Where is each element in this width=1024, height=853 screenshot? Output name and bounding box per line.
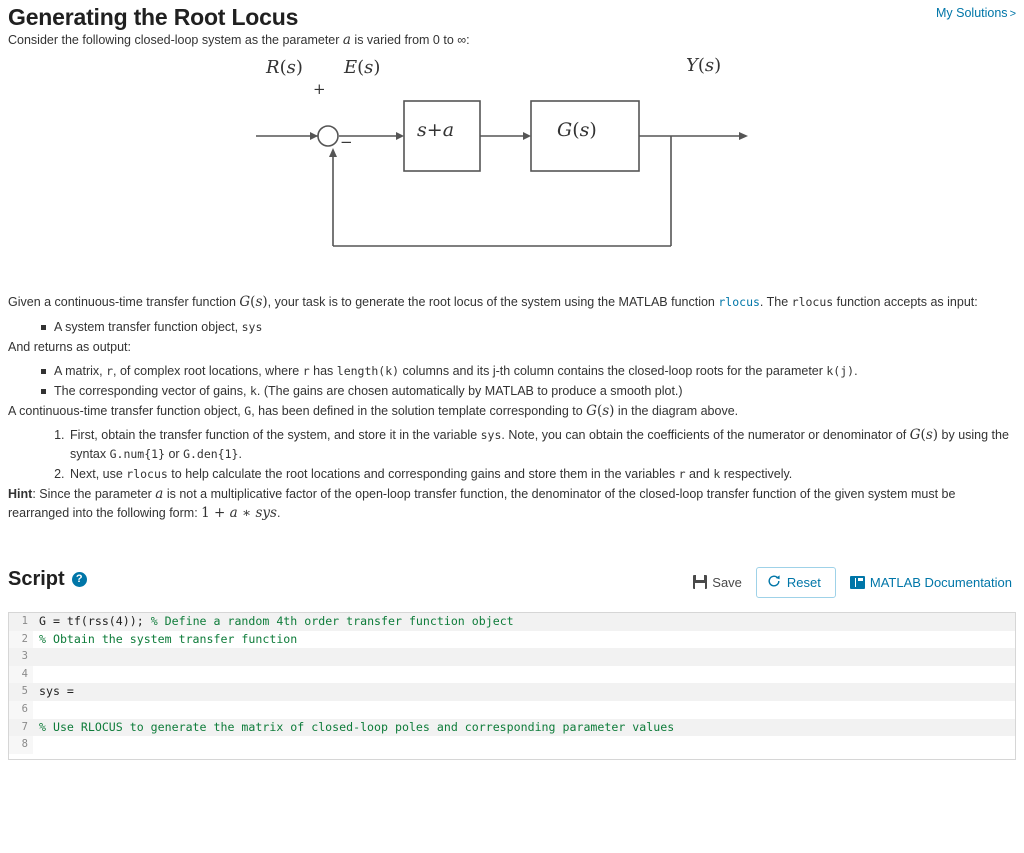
inline-code-sys-2: sys <box>480 428 502 443</box>
help-icon[interactable]: ? <box>72 572 87 587</box>
inline-code-k: k <box>249 383 257 398</box>
diagram-error-label: E(s) <box>344 56 381 78</box>
code-line[interactable] <box>9 683 1015 701</box>
script-toolbar <box>693 567 1012 598</box>
code-line[interactable] <box>9 736 1015 754</box>
text-seg: , has been defined in the solution template corresponding to <box>251 403 587 418</box>
template-paragraph <box>8 402 1016 422</box>
diagram-block-2-label: G(s) <box>557 118 597 141</box>
text-seg: Given a continuous-time transfer function <box>8 294 240 309</box>
intro-param: a <box>342 32 351 48</box>
text-seg: . <box>854 364 858 378</box>
chevron-right-icon: > <box>1009 8 1016 20</box>
matlab-documentation-link[interactable] <box>850 575 1012 590</box>
code-text[interactable] <box>33 613 514 631</box>
inline-code-k-2: k <box>713 467 721 482</box>
text-seg: A matrix, <box>54 364 107 378</box>
text-seg: First, obtain the transfer function of the system, and store it in the variable <box>70 428 481 443</box>
code-line[interactable] <box>9 701 1015 719</box>
list-item <box>54 318 1016 337</box>
code-segment: % Use RLOCUS to generate the matrix of closed-loop poles and corresponding parameter values <box>39 719 675 734</box>
code-segment: % Define a random 4th order transfer function object <box>150 613 514 628</box>
code-line[interactable] <box>9 719 1015 737</box>
list-item <box>68 425 1016 464</box>
code-text[interactable] <box>33 719 674 737</box>
code-text[interactable] <box>33 631 297 649</box>
hint-param: a <box>155 485 164 502</box>
inline-code-gden: G.den{1} <box>183 447 239 462</box>
line-number: 4 <box>9 666 33 684</box>
diagram-output-label: Y(s) <box>686 54 722 76</box>
text-seg: . The <box>759 294 792 309</box>
line-number: 2 <box>9 631 33 649</box>
inline-code-G: G <box>244 403 252 418</box>
code-segment: % Obtain the system transfer function <box>39 631 298 646</box>
inline-code-r-3: r <box>678 467 686 482</box>
code-segment: G = tf(rss(4)); <box>39 613 151 628</box>
script-title: Script <box>8 568 65 591</box>
code-line[interactable] <box>9 631 1015 649</box>
code-editor[interactable] <box>8 612 1016 760</box>
code-line[interactable] <box>9 613 1015 631</box>
inline-code-lengthk: length(k) <box>336 364 400 378</box>
code-line[interactable] <box>9 648 1015 666</box>
line-number: 8 <box>9 736 33 754</box>
text-seg: , your task is to generate the root locus of the system using the MATLAB function <box>267 294 719 309</box>
sum-minus-sign: − <box>340 132 353 151</box>
gs-inline-3: G(s) <box>909 427 939 444</box>
code-lines <box>9 613 1015 754</box>
text-seg: respectively. <box>720 467 793 482</box>
line-number: 3 <box>9 648 33 666</box>
list-item <box>68 465 1016 484</box>
text-seg: by using the syntax <box>70 428 1009 462</box>
inline-code-kj: k(j) <box>826 364 855 378</box>
page-header <box>8 0 1016 31</box>
book-icon <box>850 576 865 589</box>
text-seg: . Note, you can obtain the coefficients of the numerator or denominator of <box>501 428 910 443</box>
inline-code-rlocus-2: rlocus <box>791 294 834 309</box>
text-seg: . <box>276 506 281 521</box>
gs-inline-2: G(s) <box>586 402 615 419</box>
text-seg: Next, use <box>70 467 127 482</box>
text-seg: in the diagram above. <box>614 403 739 418</box>
task-steps-list <box>8 425 1016 484</box>
code-segment: sys = <box>39 684 74 699</box>
inline-code-sys: sys <box>241 320 263 335</box>
text-seg: is not a multiplicative factor of the open-loop transfer function, the denominator of the closed-loop transfer function of the given system must be rearranged into the following form: <box>8 486 956 521</box>
list-item <box>54 362 1016 381</box>
diagram-input-label: R(s) <box>266 56 303 78</box>
inline-code-rlocus: rlocus <box>718 294 760 309</box>
text-seg: function accepts as input: <box>833 294 978 309</box>
line-number: 1 <box>9 613 33 631</box>
line-number: 6 <box>9 701 33 719</box>
reset-button[interactable] <box>756 567 836 598</box>
my-solutions-link[interactable] <box>936 6 1016 20</box>
code-line[interactable] <box>9 666 1015 684</box>
inline-code-r-2: r <box>302 364 310 378</box>
text-seg: : Since the parameter <box>32 486 156 501</box>
output-intro-paragraph: And returns as output: <box>8 339 131 354</box>
page-title: Generating the Root Locus <box>8 4 299 30</box>
text-seg: . (The gains are chosen automatically by MATLAB to produce a smooth plot.) <box>256 383 683 398</box>
refresh-icon <box>767 574 781 591</box>
text-seg: . <box>238 447 242 462</box>
diagram-block-1-label: s+a <box>417 118 455 141</box>
intro-paragraph <box>8 31 1016 51</box>
text-seg: and <box>685 467 714 482</box>
save-icon <box>693 575 707 589</box>
text-seg: or <box>165 447 184 462</box>
text-seg: A system transfer function object, <box>54 320 242 335</box>
line-number: 5 <box>9 683 33 701</box>
my-solutions-label: My Solutions <box>936 6 1008 20</box>
inline-code-rlocus-3: rlocus <box>126 467 168 482</box>
text-seg: A continuous-time transfer function object, <box>8 403 245 418</box>
intro-text-2: is varied from 0 to ∞: <box>350 33 470 47</box>
gs-inline-1: G(s) <box>239 293 268 310</box>
hint-label: Hint <box>8 486 33 501</box>
reset-label: Reset <box>786 574 821 590</box>
input-bullet-list <box>8 318 1016 337</box>
text-seg: , of complex root locations, where <box>113 364 303 378</box>
rlocus-intro-paragraph <box>8 293 1016 313</box>
docs-label: MATLAB Documentation <box>869 574 1012 590</box>
output-bullet-list <box>8 362 1016 401</box>
text-seg: columns and its j-th column contains the closed-loop roots for the parameter <box>399 364 827 378</box>
block-diagram-container <box>8 54 1016 293</box>
save-label: Save <box>712 574 742 590</box>
code-text[interactable] <box>33 683 74 701</box>
line-number: 7 <box>9 719 33 737</box>
intro-text-1: Consider the following closed-loop system as the parameter <box>8 33 343 47</box>
hint-formula: 1 + a ∗ sys <box>201 505 277 522</box>
block-diagram <box>218 54 818 294</box>
inline-code-r: r <box>106 364 114 378</box>
sum-plus-sign: + <box>313 79 326 98</box>
save-button[interactable] <box>693 575 742 590</box>
text-seg: has <box>309 364 337 378</box>
text-seg: The corresponding vector of gains, <box>54 383 250 398</box>
text-seg: to help calculate the root locations and corresponding gains and store them in the variables <box>167 467 679 482</box>
inline-code-gnum: G.num{1} <box>109 447 165 462</box>
list-item <box>54 382 1016 401</box>
script-section-header <box>8 562 1016 598</box>
hint-paragraph <box>8 485 1016 524</box>
